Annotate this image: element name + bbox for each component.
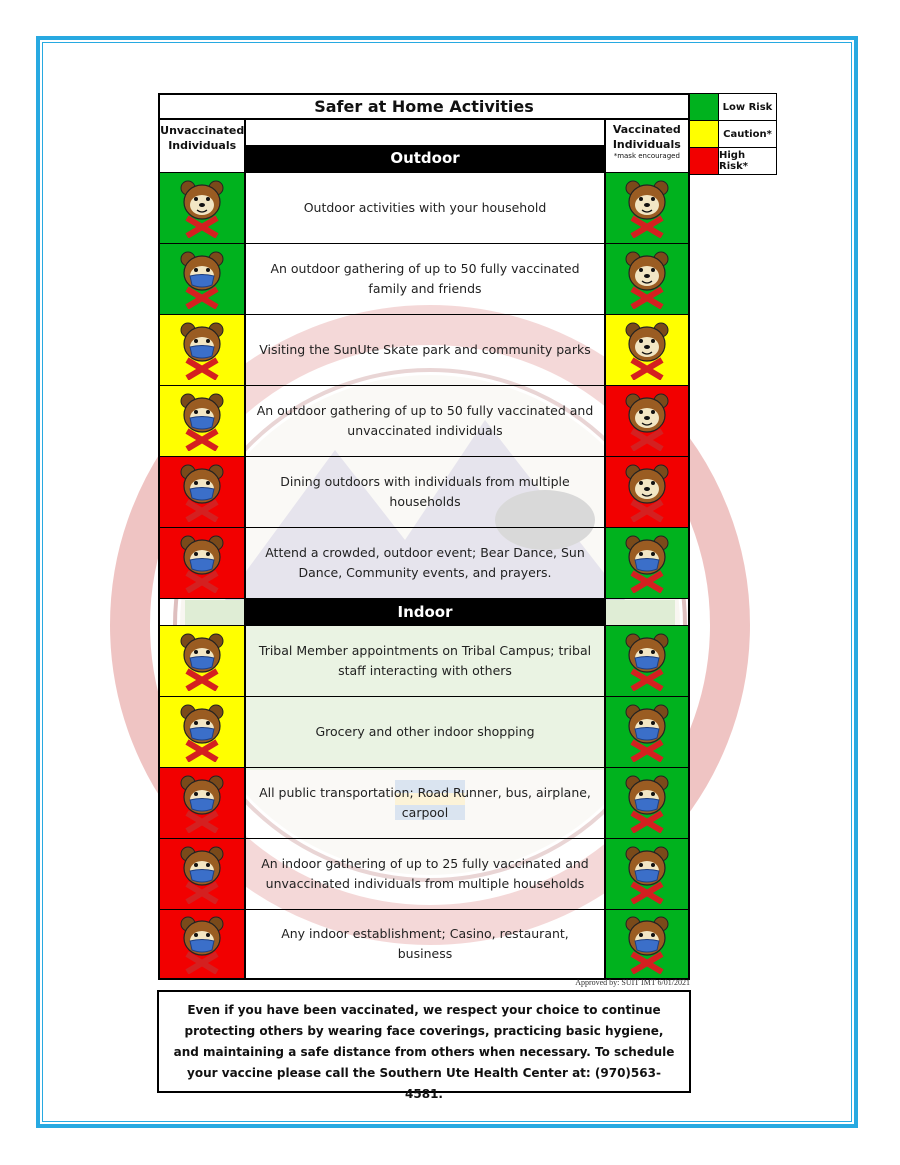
table-row	[158, 696, 690, 767]
bear-icon	[624, 914, 670, 974]
vaccinated-header: Vaccinated Individuals *mask encouraged	[604, 120, 688, 172]
bear-icon	[179, 844, 225, 904]
bear-icon	[179, 320, 225, 380]
unvaccinated-risk-cell	[160, 173, 246, 243]
activity-text: An outdoor gathering of up to 50 fully vaccinated and unvaccinated individuals	[246, 386, 603, 456]
approval-note: Approved by: SUIT IMT 6/01/2021	[575, 978, 690, 987]
bear-icon	[179, 702, 225, 762]
legend-swatch	[690, 148, 719, 174]
bear-icon	[179, 249, 225, 309]
vaccinated-risk-cell	[604, 315, 688, 385]
vaccinated-risk-cell	[604, 457, 688, 527]
bear-icon	[624, 773, 670, 833]
activity-text: All public transportation; Road Runner, bus, airplane, carpool	[246, 768, 603, 838]
legend-label: Low Risk	[722, 101, 773, 113]
bear-icon	[624, 533, 670, 593]
bear-icon	[179, 391, 225, 451]
table-row	[158, 385, 690, 456]
section-outdoor: Outdoor	[246, 145, 603, 172]
bear-icon	[179, 914, 225, 974]
unvaccinated-risk-cell	[160, 697, 246, 767]
vaccinated-risk-cell	[604, 626, 688, 696]
activity-text: Visiting the SunUte Skate park and community parks	[246, 315, 603, 385]
legend-item	[690, 121, 776, 148]
unvaccinated-risk-cell	[160, 386, 246, 456]
legend-swatch	[690, 94, 719, 120]
activities-table	[158, 93, 690, 980]
activity-text: An indoor gathering of up to 25 fully vaccinated and unvaccinated individuals from multiple households	[246, 839, 603, 909]
bear-icon	[179, 178, 225, 238]
legend-label: Caution*	[723, 128, 772, 140]
bear-icon	[179, 631, 225, 691]
legend-label: High Risk*	[719, 150, 748, 172]
table-row	[158, 314, 690, 385]
table-row	[158, 172, 690, 243]
bear-icon	[624, 320, 670, 380]
table-row	[158, 909, 690, 980]
activity-text: Attend a crowded, outdoor event; Bear Dance, Sun Dance, Community events, and prayers.	[246, 528, 603, 598]
unvaccinated-risk-cell	[160, 910, 246, 978]
bear-icon	[624, 249, 670, 309]
vaccinated-risk-cell	[604, 768, 688, 838]
unvaccinated-risk-cell	[160, 626, 246, 696]
activity-text: Grocery and other indoor shopping	[246, 697, 603, 767]
unvaccinated-risk-cell	[160, 768, 246, 838]
unvaccinated-risk-cell	[160, 457, 246, 527]
table-header	[158, 120, 690, 172]
bear-icon	[179, 533, 225, 593]
activity-text: Tribal Member appointments on Tribal Campus; tribal staff interacting with others	[246, 626, 603, 696]
legend-item	[690, 148, 776, 174]
legend-swatch	[690, 121, 719, 147]
unvaccinated-risk-cell	[160, 528, 246, 598]
table-row	[158, 625, 690, 696]
bear-icon	[624, 178, 670, 238]
vaccinated-risk-cell	[604, 173, 688, 243]
vaccinated-risk-cell	[604, 386, 688, 456]
table-row	[158, 767, 690, 838]
bear-icon	[624, 462, 670, 522]
activity-text: Outdoor activities with your household	[246, 173, 603, 243]
vaccinated-risk-cell	[604, 528, 688, 598]
unvaccinated-header: Unvaccinated Individuals	[160, 120, 246, 172]
table-row	[158, 527, 690, 598]
risk-legend	[689, 93, 777, 175]
outdoor-rows	[158, 172, 690, 598]
table-title: Safer at Home Activities	[158, 93, 690, 120]
bear-icon	[624, 844, 670, 904]
indoor-rows	[158, 625, 690, 980]
bear-icon	[624, 702, 670, 762]
unvaccinated-risk-cell	[160, 839, 246, 909]
vaccinated-risk-cell	[604, 839, 688, 909]
unvaccinated-risk-cell	[160, 315, 246, 385]
unvaccinated-risk-cell	[160, 244, 246, 314]
activity-text: Dining outdoors with individuals from multiple households	[246, 457, 603, 527]
section-indoor: Indoor	[246, 599, 603, 626]
bear-icon	[179, 773, 225, 833]
vaccine-message: Even if you have been vaccinated, we respect your choice to continue protecting others by wearing face coverings, practicing basic hygiene, and maintaining a safe distance from others when necessary. To schedule your vaccine please call the Southern Ute Health Center at: (970)563-4581.	[157, 990, 691, 1093]
vaccinated-risk-cell	[604, 910, 688, 978]
bear-icon	[624, 391, 670, 451]
table-row	[158, 456, 690, 527]
table-row	[158, 243, 690, 314]
indoor-section-row	[158, 598, 690, 625]
legend-item	[690, 94, 776, 121]
table-row	[158, 838, 690, 909]
bear-icon	[624, 631, 670, 691]
activity-text: An outdoor gathering of up to 50 fully vaccinated family and friends	[246, 244, 603, 314]
bear-icon	[179, 462, 225, 522]
vaccinated-risk-cell	[604, 244, 688, 314]
vaccinated-risk-cell	[604, 697, 688, 767]
activity-text: Any indoor establishment; Casino, restaurant, business	[246, 910, 603, 978]
